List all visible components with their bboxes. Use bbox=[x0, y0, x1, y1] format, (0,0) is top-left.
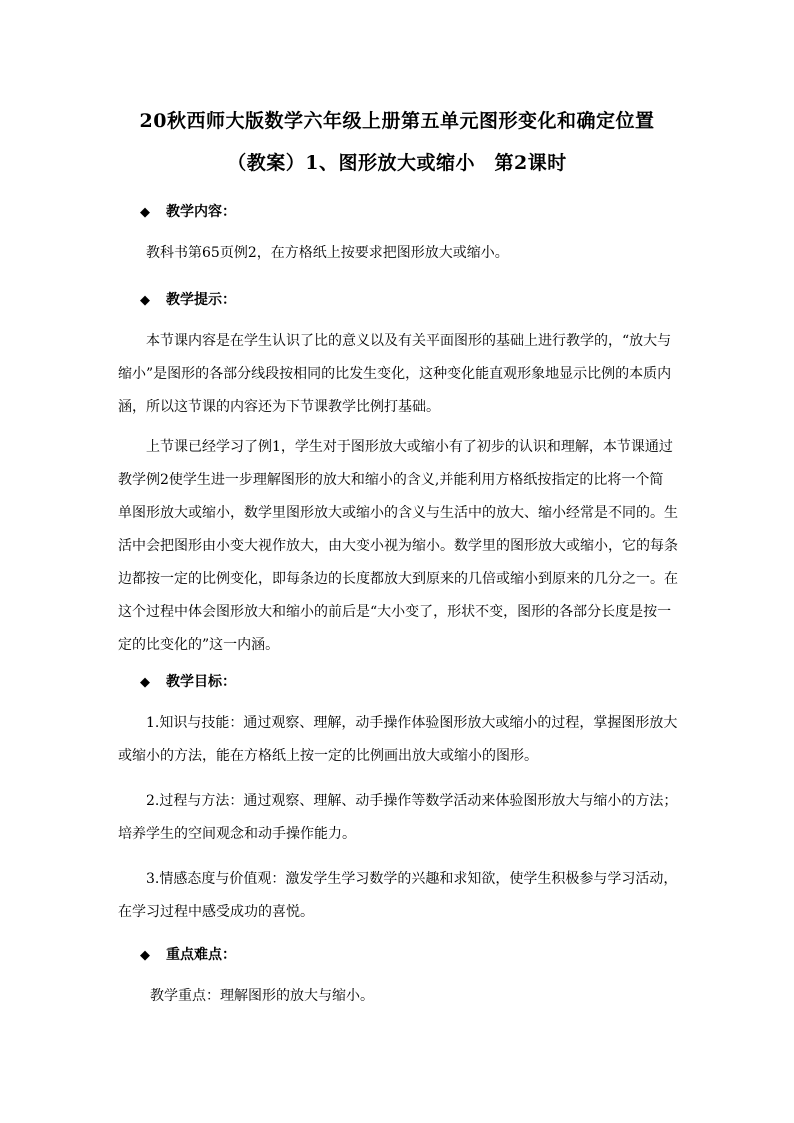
section-heading-content bbox=[140, 201, 236, 221]
section-heading-key-points bbox=[140, 944, 236, 964]
paragraph-line: 培养学生的空间观念和动手操作能力。 bbox=[118, 826, 356, 842]
paragraph-line: 教学例2使学生进一步理解图形的放大和缩小的含义,并能利用方格纸按指定的比将一个简 bbox=[118, 472, 664, 488]
tips-paragraph-2 bbox=[118, 431, 688, 662]
section-heading-label: 教学内容： bbox=[166, 204, 236, 220]
paragraph-line: 这个过程中体会图形放大和缩小的前后是“大小变了，形状不变，图形的各部分长度是按一 bbox=[118, 604, 672, 620]
tips-paragraph-1 bbox=[118, 325, 688, 424]
paragraph-line: 上节课已经学习了例1，学生对于图形放大或缩小有了初步的认识和理解，本节课通过 bbox=[146, 439, 673, 455]
paragraph-line: 2.过程与方法：通过观察、理解、动手操作等数学活动来体验图形放大与缩小的方法； bbox=[146, 793, 678, 809]
key-points-paragraph bbox=[118, 980, 688, 1013]
paragraph-line: 本节课内容是在学生认识了比的意义以及有关平面图形的基础上进行教学的，“放大与 bbox=[146, 333, 672, 349]
document-title-line-2: （教案）1、图形放大或缩小 第2课时 bbox=[227, 152, 567, 174]
paragraph-line: 边都按一定的比例变化，即每条边的长度都放大到原来的几倍或缩小到原来的几分之一。在 bbox=[118, 571, 678, 587]
paragraph-line: 缩小”是图形的各部分线段按相同的比发生变化，这种变化能直观形象地显示比例的本质内 bbox=[118, 366, 672, 382]
paragraph-line: 活中会把图形由小变大视作放大，由大变小视为缩小。数学里的图形放大或缩小，它的每条 bbox=[118, 538, 678, 554]
goal-1-paragraph bbox=[118, 707, 688, 773]
section-heading-label: 教学提示： bbox=[166, 292, 236, 308]
section-heading-tips bbox=[140, 289, 236, 309]
paragraph-line: 在学习过程中感受成功的喜悦。 bbox=[118, 904, 314, 920]
diamond-bullet-icon: ◆ bbox=[140, 293, 150, 308]
diamond-bullet-icon: ◆ bbox=[140, 948, 150, 963]
paragraph-line: 定的比变化的”这一内涵。 bbox=[118, 637, 280, 653]
paragraph-line: 1.知识与技能：通过观察、理解，动手操作体验图形放大或缩小的过程，掌握图形放大 bbox=[146, 715, 678, 731]
paragraph-line: 3.情感态度与价值观：激发学生学习数学的兴趣和求知欲，使学生积极参与学习活动， bbox=[146, 871, 678, 887]
content-paragraph bbox=[118, 237, 688, 270]
section-heading-label: 重点难点： bbox=[166, 947, 236, 963]
diamond-bullet-icon: ◆ bbox=[140, 205, 150, 220]
document-title-line-1: 20秋西师大版数学六年级上册第五单元图形变化和确定位置 bbox=[139, 110, 655, 132]
goal-2-paragraph bbox=[118, 785, 688, 851]
section-heading-goals bbox=[140, 671, 236, 691]
paragraph-line: 涵，所以这节课的内容还为下节课教学比例打基础。 bbox=[118, 399, 440, 415]
paragraph-line: 或缩小的方法，能在方格纸上按一定的比例画出放大或缩小的图形。 bbox=[118, 748, 538, 764]
paragraph-line: 教科书第65页例2，在方格纸上按要求把图形放大或缩小。 bbox=[146, 245, 509, 261]
section-heading-label: 教学目标： bbox=[166, 674, 236, 690]
diamond-bullet-icon: ◆ bbox=[140, 675, 150, 690]
paragraph-line: 教学重点：理解图形的放大与缩小。 bbox=[150, 988, 374, 1004]
paragraph-line: 单图形放大或缩小，数学里图形放大或缩小的含义与生活中的放大、缩小经常是不同的。生 bbox=[118, 505, 678, 521]
goal-3-paragraph bbox=[118, 863, 688, 929]
